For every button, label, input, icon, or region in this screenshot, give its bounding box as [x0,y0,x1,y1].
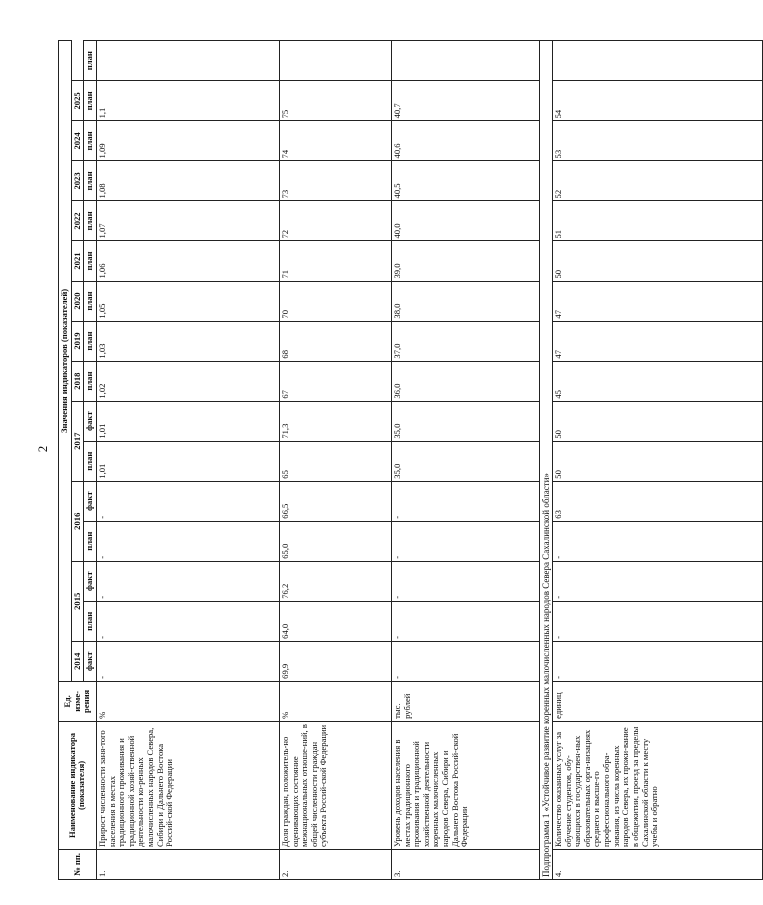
cell-value: - [391,481,539,521]
cell-value: - [391,641,539,681]
cell-value: 50 [552,241,762,281]
cell-value: 1,01 [96,441,279,481]
cell-value: 71,3 [279,401,391,441]
cell-value: 1,05 [96,281,279,321]
header-sub: план [84,201,97,241]
cell-value: 1,09 [96,121,279,161]
cell-value: 50 [552,401,762,441]
cell-value: 1,1 [96,81,279,121]
header-sub: план [84,521,97,561]
cell-value: - [96,561,279,601]
cell-name: Уровень доходов населения в местах традиционного проживания и традиционной хозяйственной деятельности коренных малочисленных народов Севера, Сибири и Дальнего Востока Россий-ской Федерации [391,721,539,849]
table-row [96,41,279,880]
cell-value: 45 [552,361,762,401]
rotated-page [58,40,660,880]
cell-value: 40,0 [391,201,539,241]
cell-num: 3. [391,849,539,879]
subprogram-title: Подпрограмма 1 «Устойчивое развитие коренных малочисленных народов Севера Сахалинской области» [539,41,552,880]
cell-name: Количество оказанных услуг за обучение студентов, обу-чающихся в государствен-ных образовательных орга-низациях среднего и высше-го профессионального обра-зования, из числа коренных народов Севера, их прожи-вание в общежитии, проезд за пределы Сахалинской области к месту учебы и обратно [552,721,762,849]
header-sub: факт [84,481,97,521]
header-sub: факт [84,401,97,441]
cell-value: 63 [552,481,762,521]
cell-unit: единиц [552,681,762,721]
cell-value: 1,08 [96,161,279,201]
header-sub: план [84,441,97,481]
header-sub: план [84,601,97,641]
header-sub: факт [84,641,97,681]
cell-value [279,41,391,81]
cell-value: - [96,521,279,561]
page-number: 2 [35,445,50,453]
table-row [552,41,762,880]
cell-value: 1,03 [96,321,279,361]
cell-value: - [96,601,279,641]
cell-num: 4. [552,849,762,879]
header-year: 2020 [71,281,84,321]
cell-value: 38,0 [391,281,539,321]
header-sub: план [84,81,97,121]
cell-value: 71 [279,241,391,281]
header-sub: план [84,321,97,361]
cell-value: - [552,601,762,641]
header-name: Наименование индикатора (показателя) [59,721,97,849]
header-year: 2021 [71,241,84,281]
header-year: 2024 [71,121,84,161]
cell-value: 1,06 [96,241,279,281]
cell-value: 70 [279,281,391,321]
cell-value: 52 [552,161,762,201]
header-year: 2023 [71,161,84,201]
cell-value: - [552,641,762,681]
cell-unit: % [279,681,391,721]
header-sub: план [84,281,97,321]
indicators-table [58,40,763,880]
cell-value: 36,0 [391,361,539,401]
cell-value: - [96,641,279,681]
header-year: 2016 [71,481,84,561]
cell-num: 1. [96,849,279,879]
cell-value: 35,0 [391,401,539,441]
cell-value: 67 [279,361,391,401]
cell-unit: % [96,681,279,721]
header-year: 2014 [71,641,84,681]
cell-value: 76,2 [279,561,391,601]
cell-value [552,41,762,81]
cell-name: Прирост численности заня-того населения в местах традиционного проживания и традиционной хозяй-ственной деятельности ко-ренных малочисленных народов Севера, Сибири и Дальнего Востока Россий-ской Федерации [96,721,279,849]
header-year: 2015 [71,561,84,641]
header-values-group: Значения индикаторов (показателей) [59,41,72,682]
header-year: 2019 [71,321,84,361]
cell-value: 40,5 [391,161,539,201]
cell-value: 47 [552,281,762,321]
cell-value: 39,0 [391,241,539,281]
cell-value: 65 [279,441,391,481]
cell-value: 65,0 [279,521,391,561]
cell-value: 35,0 [391,441,539,481]
cell-unit: тыс. рублей [391,681,539,721]
cell-value: - [391,521,539,561]
header-sub: план [84,161,97,201]
header-year: 2022 [71,201,84,241]
table-row [279,41,391,880]
cell-value: 73 [279,161,391,201]
cell-value: 40,6 [391,121,539,161]
cell-value: 50 [552,441,762,481]
header-sub: план [84,41,97,81]
cell-value: 72 [279,201,391,241]
cell-value [96,41,279,81]
cell-value: 75 [279,81,391,121]
header-year: 2017 [71,401,84,481]
table-row [391,41,539,880]
cell-value: 1,07 [96,201,279,241]
cell-value: 40,7 [391,81,539,121]
header-sub: план [84,241,97,281]
cell-value: - [96,481,279,521]
header-num: № пп. [59,849,97,879]
cell-value: - [391,601,539,641]
cell-value: 69,9 [279,641,391,681]
header-unit: Ед. изме-рения [59,681,97,721]
cell-value: 66,5 [279,481,391,521]
cell-value: 51 [552,201,762,241]
cell-value: 53 [552,121,762,161]
cell-value: 1,02 [96,361,279,401]
cell-value: 54 [552,81,762,121]
cell-value: 47 [552,321,762,361]
header-sub: план [84,361,97,401]
header-sub: факт [84,561,97,601]
cell-num: 2. [279,849,391,879]
header-sub: план [84,121,97,161]
cell-value [391,41,539,81]
cell-value: 64,0 [279,601,391,641]
cell-name: Доля граждан, положитель-но оценивающих состояние межнациональных отноше-ний, в общей численности граждан субъекта Россий-ской Федерации [279,721,391,849]
header-year: 2025 [71,81,84,121]
cell-value: 1,01 [96,401,279,441]
cell-value: - [552,561,762,601]
cell-value: - [391,561,539,601]
cell-value: 74 [279,121,391,161]
cell-value: 37,0 [391,321,539,361]
header-year: 2018 [71,361,84,401]
cell-value: - [552,521,762,561]
cell-value: 68 [279,321,391,361]
